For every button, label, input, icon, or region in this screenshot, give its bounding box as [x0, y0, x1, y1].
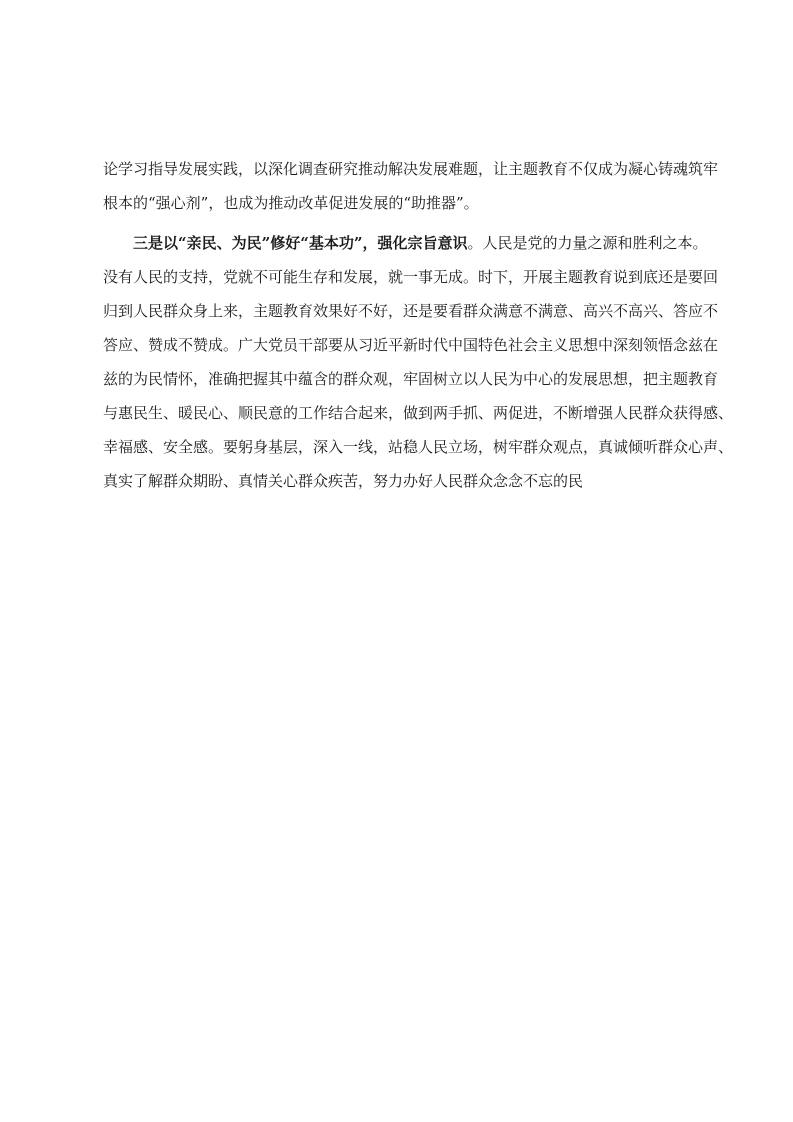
paragraph-first-line: [103, 226, 708, 260]
paragraph-line: 根本的“强心剂”，也成为推动改革促进发展的“助推器”。: [103, 194, 479, 212]
paragraph-1: [103, 152, 719, 220]
paragraph-line: 归到人民群众身上来，主题教育效果好不好，还是要看群众满意不满意、高兴不高兴、答应不: [103, 302, 719, 320]
paragraph-heading: 三是以“亲民、为民”修好“基本功”，强化宗旨意识: [133, 234, 468, 252]
paragraph-line: 兹的为民情怀，准确把握其中蕴含的群众观，牢固树立以人民为中心的发展思想，把主题教育: [103, 370, 719, 388]
paragraph-line: 与惠民生、暖民心、顺民意的工作结合起来，做到两手抓、两促进，不断增强人民群众获得感、: [103, 404, 734, 422]
paragraph-text: 。人民是党的力量之源和胜利之本。: [467, 234, 708, 252]
paragraph-line: 论学习指导发展实践，以深化调查研究推动解决发展难题，让主题教育不仅成为凝心铸魂筑牢: [103, 160, 719, 178]
paragraph-line: 答应、赞成不赞成。广大党员干部要从习近平新时代中国特色社会主义思想中深刻领悟念兹在: [103, 336, 719, 354]
paragraph-2: [103, 226, 734, 498]
document-body: [103, 152, 734, 498]
paragraph-line: 幸福感、安全感。要躬身基层，深入一线，站稳人民立场，树牢群众观点，真诚倾听群众心声、: [103, 438, 734, 456]
paragraph-line: 真实了解群众期盼、真情关心群众疾苦，努力办好人民群众念念不忘的民: [103, 472, 584, 490]
paragraph-line: 没有人民的支持，党就不可能生存和发展，就一事无成。时下，开展主题教育说到底还是要回: [103, 268, 719, 286]
